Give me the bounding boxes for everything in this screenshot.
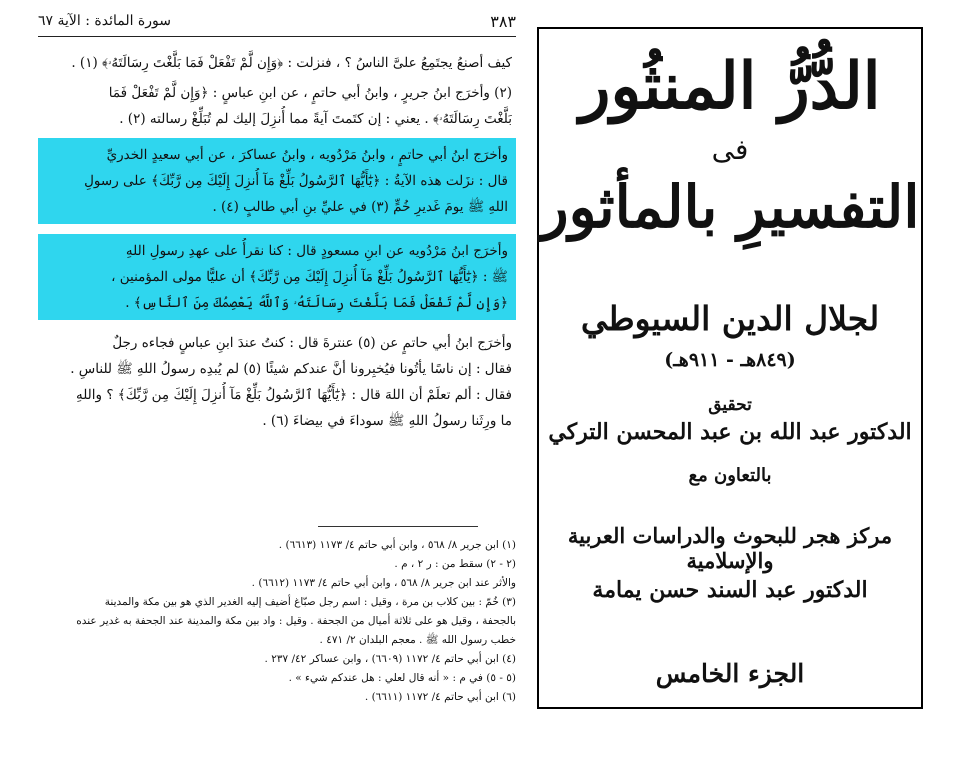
text-line: ﷺ : ﴿يَٰٓأَيُّهَا ٱلرَّسُولُ بَلِّغْ مَآ أُنزِلَ إِلَيْكَ مِن رَّبِّكَ﴾ أن عليًّا مولى المؤمنين ، <box>111 269 508 285</box>
footnote: بالجحفة ، وقيل هو على ثلاثة أميال من الجحفة . وقيل : واد بين مكة والمدينة عند الجحفة به غدير عنده <box>76 615 516 627</box>
footnote: (١) ابن جرير ٨/ ٥٦٨ ، وابن أبي حاتم ٤/ ١١٧٣ (٦٦١٣) . <box>278 539 516 551</box>
footnote: (٣) خُمّ : بين كلاب بن مرة ، وقيل : اسم رجل صبّاغ أضيف إليه الغدير الذي هو بين مكة والمدينة <box>104 596 516 608</box>
footnotes <box>38 536 516 707</box>
text-line: اللهِ ﷺ يومَ غَديرِ خُمٍّ (٣) في عليِّ بنِ أبي طالبٍ (٤) . <box>212 199 508 215</box>
text-line: (٢) وأخرَج ابنُ جريرٍ ، وابنُ أبي حاتمٍ ، عن ابنِ عباسٍ : ﴿وَإِن لَّمْ تَفْعَلْ فَمَا <box>108 85 512 101</box>
footnote: (٤) ابن أبي حاتم ٤/ ١١٧٢ (٦٦٠٩) ، وابن عساكر ٤٢/ ٢٣٧ . <box>264 653 516 665</box>
cover-coeditor: الدكتور عبد السند حسن يمامة <box>592 577 868 603</box>
left-book-page <box>38 6 516 766</box>
text-line: ﴿وَإِن لَّمْ تَفْعَلْ فَمَا بَلَّغْتَ رِسَالَتَهُۥ وَٱللَّهُ يَعْصِمُكَ مِنَ ٱلنَّاسِ﴾ . <box>125 295 508 311</box>
book-cover <box>537 27 923 709</box>
text-line: فقال : إن ناسًا يأتُونا فيُخبِرونا أنَّ عندكم شيئًا (٥) لم يُبدِه رسولُ اللهِ ﷺ للناسِ . <box>70 361 512 377</box>
cover-cooperation-label: بالتعاون مع <box>688 465 772 486</box>
cover-title-line1: الدُّرُّ المنثُور <box>579 49 881 124</box>
footnote: (٦) ابن أبي حاتم ٤/ ١١٧٢ (٦٦١١) . <box>364 691 516 703</box>
text-line: وأخرَج ابنُ أبي حاتمٍ عن (٥) عنترةَ قال : كنتُ عندَ ابنِ عباسٍ فجاءه رجلٌ <box>112 335 512 351</box>
text-line: وأخرَج ابنُ مَرْدُويه عن ابنِ مسعودٍ قال : كنا نقرأُ على عهدِ رسولِ اللهِ <box>125 243 508 259</box>
text-line: فقال : ألم تعلَمْ أن اللهَ قال : ﴿يَٰٓأَيُّهَا ٱلرَّسُولُ بَلِّغْ مَآ أُنزِلَ إِلَيْكَ مِن رَّبِّكَ﴾ ؟ واللهِ <box>75 387 512 403</box>
cover-author: لجلال الدين السيوطي <box>580 299 880 338</box>
text-line: ما ورِثَنا رسولُ اللهِ ﷺ سوداءَ في بيضاءَ (٦) . <box>262 413 512 429</box>
text-line: كيف أصنعُ يجتَمِعُ علىَّ الناسُ ؟ ، فنزلت : ﴿وَإِن لَّمْ تَفْعَلْ فَمَا بَلَّغْتَ رِسَالَتَهُۥ﴾ (١) . <box>71 55 512 71</box>
highlighted-paragraph <box>38 138 516 224</box>
cover-title-line3: التفسيرِ بالمأثور <box>540 173 920 241</box>
cover-editor: الدكتور عبد الله بن عبد المحسن التركي <box>548 419 912 445</box>
footnote: خطب رسول الله ﷺ . معجم البلدان ٢/ ٤٧١ . <box>319 634 516 646</box>
footnote: (٥ - ٥) في م : « أنه قال لعلي : هل عندكم شيء » . <box>288 672 516 684</box>
footnote: والأثر عند ابن جرير ٨/ ٥٦٨ ، وابن أبي حاتم ٤/ ١١٧٣ (٦٦١٢) . <box>251 577 516 589</box>
cover-tahqiq-label: تحقيق <box>708 395 752 415</box>
text-line: قال : نزَلت هذه الآيةُ : ﴿يَٰٓأَيُّهَا ٱلرَّسُولُ بَلِّغْ مَآ أُنزِلَ إِلَيْكَ مِن رَّبِّكَ﴾ على رسولِ <box>84 173 508 189</box>
page-header <box>38 6 516 37</box>
text-line: بَلَّغْتَ رِسَالَتَهُۥ﴾ . يعني : إن كتَمتَ آيةً مما أُنزِلَ إليك لم تُبَلِّغْ رسالته (٢) . <box>119 111 512 127</box>
cover-research-center: مركز هجر للبحوث والدراسات العربية والإسلامية <box>567 523 893 573</box>
page-number: ٣٨٣ <box>490 11 516 31</box>
paragraph <box>38 80 516 132</box>
highlighted-paragraph <box>38 234 516 320</box>
cover-author-dates: (٨٤٩هـ - ٩١١هـ) <box>664 349 796 371</box>
footnote: (٢ - ٢) سقط من : ر ٢ ، م . <box>394 558 516 570</box>
body-text <box>38 50 516 438</box>
paragraph <box>38 330 516 434</box>
text-line: وأخرَج ابنُ أبي حاتمٍ ، وابنُ مَرْدُويه ، وابنُ عساكرَ ، عن أبي سعيدٍ الخدريِّ <box>106 147 508 163</box>
running-title: سورة المائدة : الآية ٦٧ <box>38 13 171 29</box>
paragraph <box>38 50 516 76</box>
footnote-separator <box>318 526 478 527</box>
cover-volume: الجزء الخامس <box>655 659 805 688</box>
cover-title-line2: فى <box>711 133 749 166</box>
